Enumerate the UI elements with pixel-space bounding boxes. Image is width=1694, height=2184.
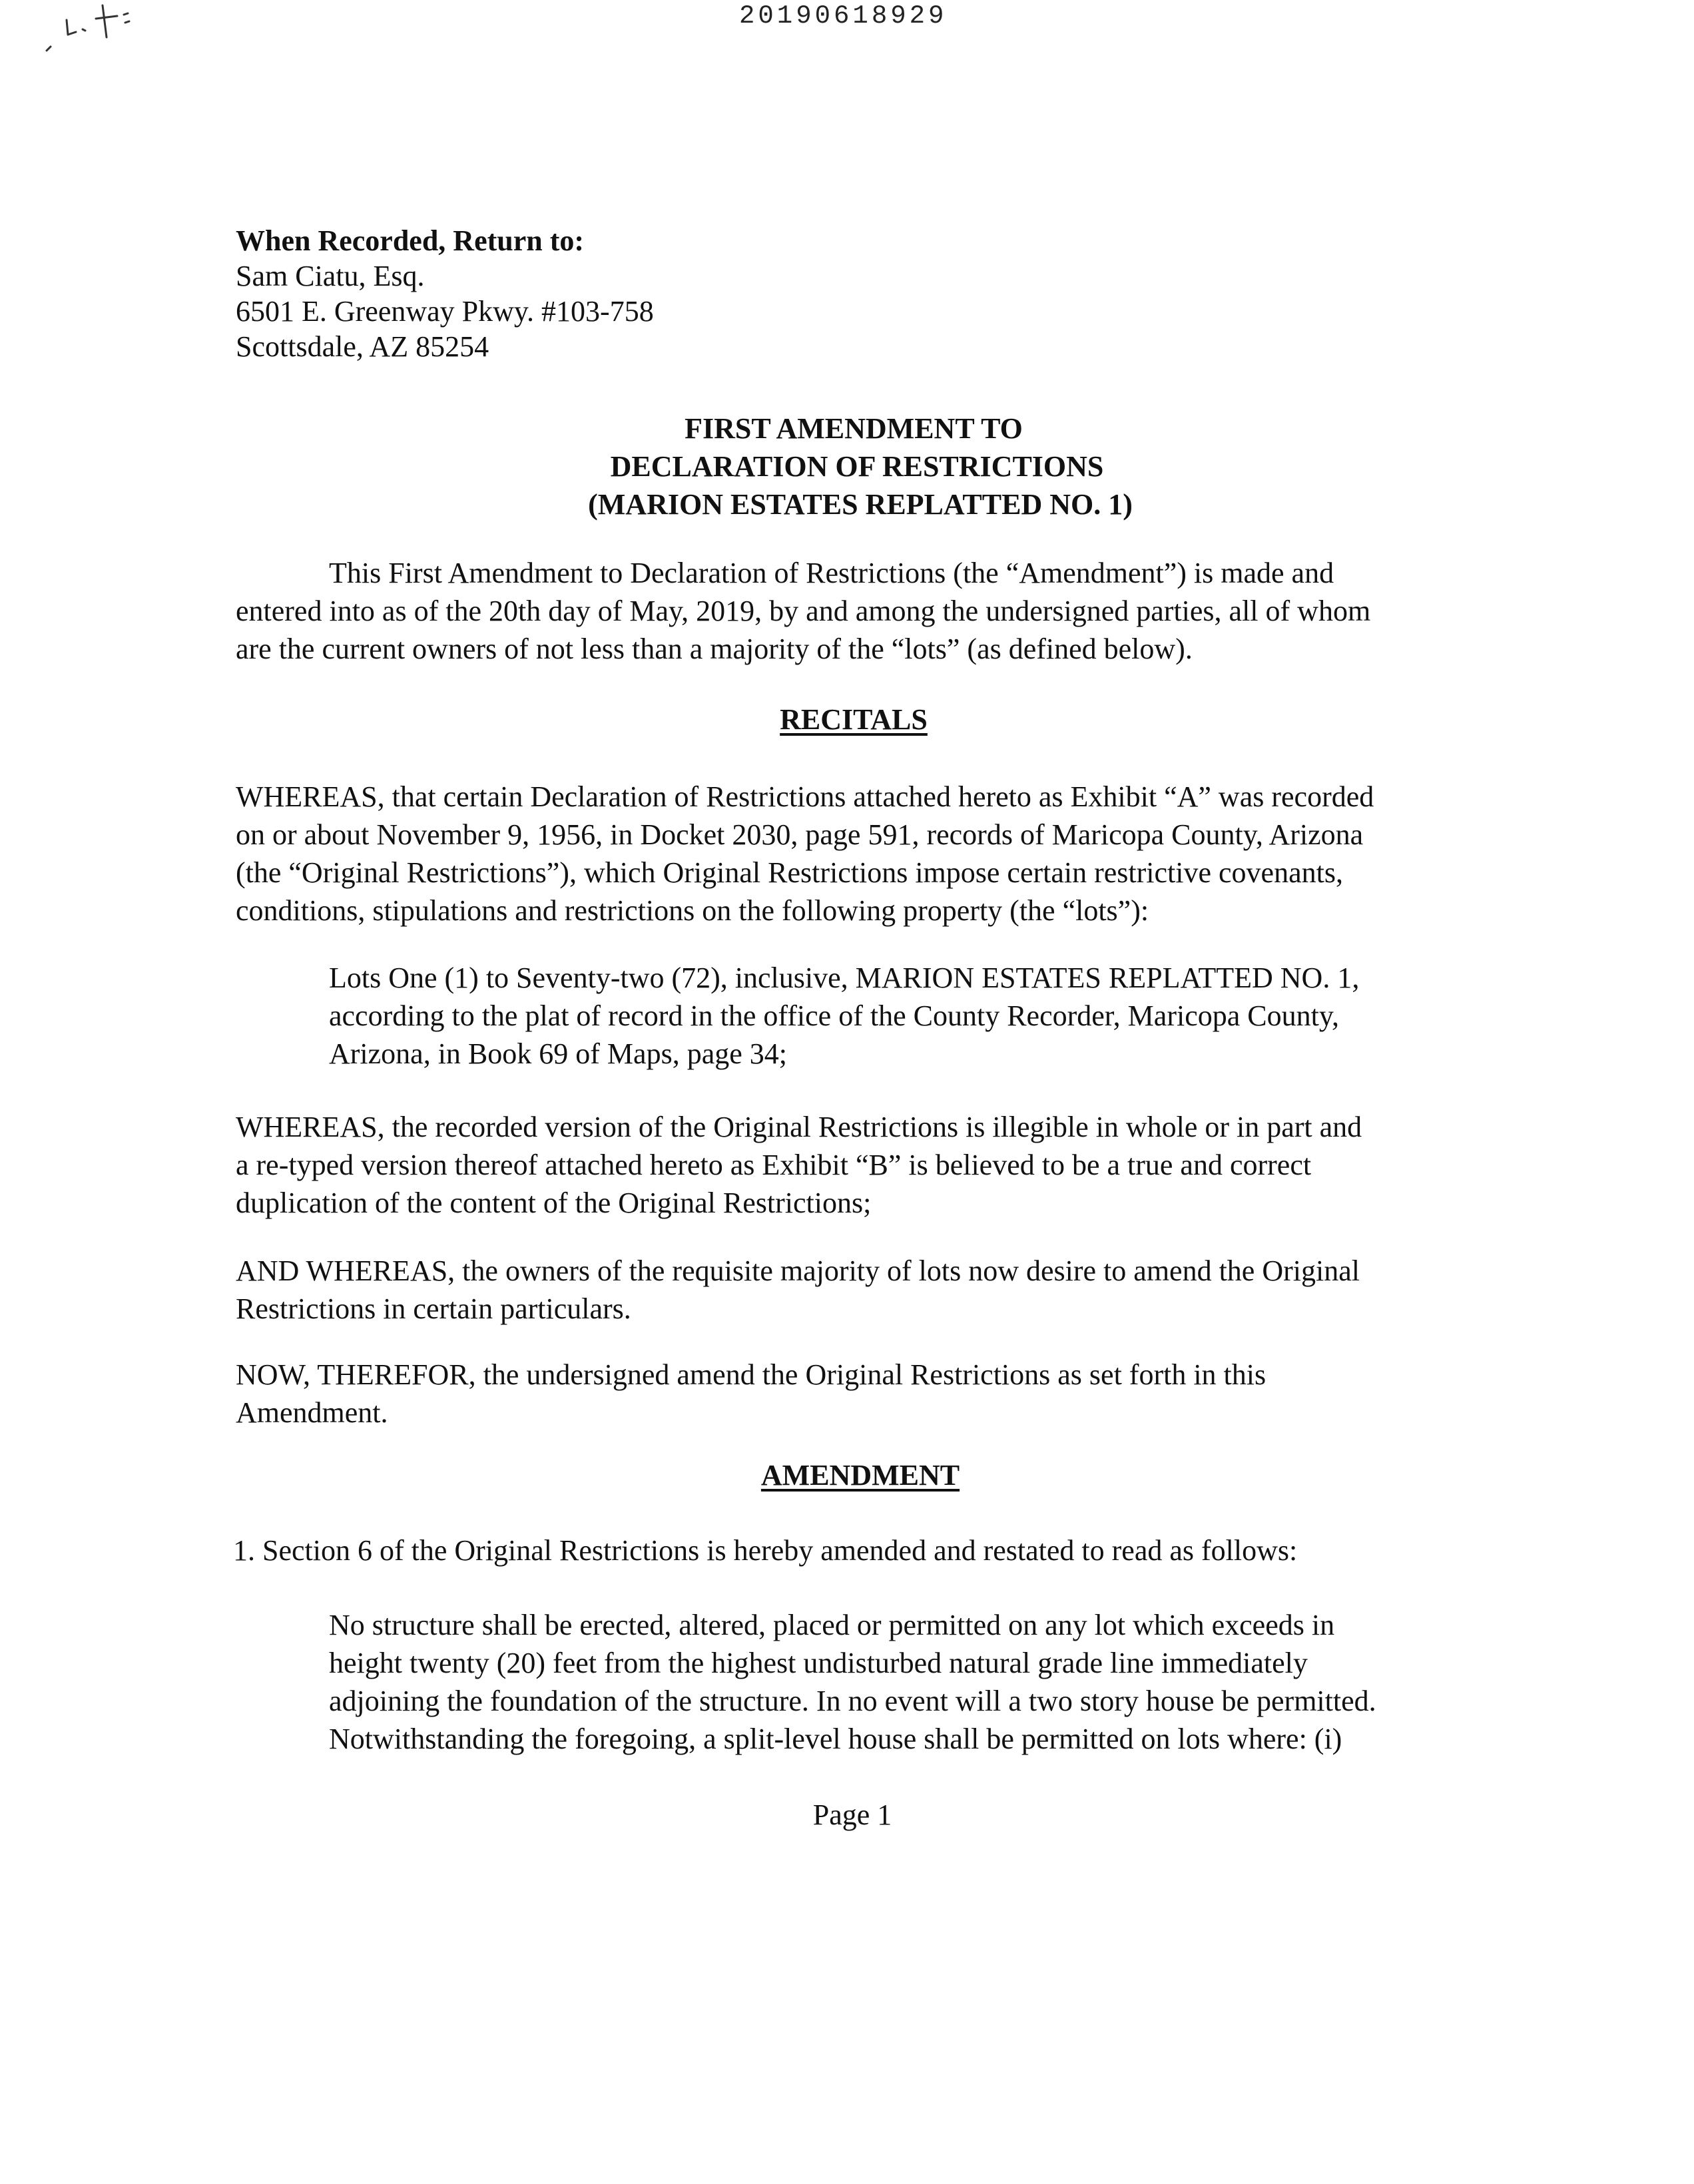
amendment-item-1	[233, 1531, 1297, 1569]
now-therefor-line-1: NOW, THEREFOR, the undersigned amend the Original Restrictions as set forth in this	[236, 1358, 1267, 1391]
whereas-1-line-1: WHEREAS, that certain Declaration of Restrictions attached hereto as Exhibit “A” was recorded	[236, 780, 1374, 813]
intro-line-2: entered into as of the 20th day of May, 2019, by and among the undersigned parties, all of whom	[236, 595, 1371, 627]
title-line-1: FIRST AMENDMENT TO	[685, 412, 1023, 445]
recitals-heading: RECITALS	[780, 703, 928, 736]
return-to-name: Sam Ciatu, Esq.	[236, 260, 425, 292]
legal-line-2: according to the plat of record in the office of the County Recorder, Maricopa County,	[329, 999, 1339, 1032]
legal-line-3: Arizona, in Book 69 of Maps, page 34;	[329, 1037, 787, 1070]
return-to-heading: When Recorded, Return to:	[236, 224, 585, 257]
title-line-3: (MARION ESTATES REPLATTED NO. 1)	[588, 488, 1133, 521]
whereas-3-line-2: Restrictions in certain particulars.	[236, 1292, 631, 1325]
intro-paragraph	[236, 554, 1370, 668]
whereas-paragraph-3	[236, 1252, 1360, 1328]
section-6-line-2: height twenty (20) feet from the highest undisturbed natural grade line immediately	[329, 1647, 1308, 1679]
whereas-1-line-3: (the “Original Restrictions”), which Original Restrictions impose certain restrictive covenants,	[236, 856, 1343, 889]
amendment-heading: AMENDMENT	[760, 1459, 960, 1492]
return-to-block	[236, 223, 654, 364]
document-number: 20190618929	[739, 1, 948, 31]
whereas-2-line-2: a re-typed version thereof attached hereto as Exhibit “B” is believed to be a true and correct	[236, 1149, 1312, 1181]
section-6-line-3: adjoining the foundation of the structure. In no event will a two story house be permitted.	[329, 1685, 1376, 1717]
amendment-item-1-text: 1. Section 6 of the Original Restrictions is hereby amended and restated to read as follows:	[233, 1534, 1298, 1567]
whereas-paragraph-1	[236, 778, 1374, 930]
page-number: Page 1	[812, 1798, 892, 1831]
section-6-text	[329, 1606, 1376, 1758]
title-line-2: DECLARATION OF RESTRICTIONS	[610, 450, 1104, 483]
return-to-city: Scottsdale, AZ 85254	[236, 330, 489, 363]
handwritten-mark	[40, 0, 160, 60]
now-therefor-line-2: Amendment.	[236, 1396, 388, 1429]
legal-line-1: Lots One (1) to Seventy-two (72), inclusive, MARION ESTATES REPLATTED NO. 1,	[329, 961, 1360, 994]
return-to-street: 6501 E. Greenway Pkwy. #103-758	[236, 295, 654, 328]
document-title	[0, 410, 1694, 523]
intro-line-3: are the current owners of not less than a majority of the “lots” (as defined below).	[236, 633, 1193, 665]
intro-line-1: This First Amendment to Declaration of Restrictions (the “Amendment”) is made and	[329, 557, 1334, 589]
whereas-1-line-4: conditions, stipulations and restrictions on the following property (the “lots”):	[236, 894, 1149, 927]
legal-description	[329, 959, 1359, 1073]
whereas-3-line-1: AND WHEREAS, the owners of the requisite majority of lots now desire to amend the Original	[236, 1254, 1360, 1287]
now-therefor-paragraph	[236, 1356, 1266, 1432]
whereas-1-line-2: on or about November 9, 1956, in Docket 2030, page 591, records of Maricopa County, Arizona	[236, 818, 1364, 851]
whereas-paragraph-2	[236, 1108, 1362, 1222]
section-6-line-4: Notwithstanding the foregoing, a split-level house shall be permitted on lots where: (i)	[329, 1723, 1342, 1755]
whereas-2-line-3: duplication of the content of the Original Restrictions;	[236, 1187, 872, 1219]
whereas-2-line-1: WHEREAS, the recorded version of the Original Restrictions is illegible in whole or in part and	[236, 1111, 1362, 1143]
section-6-line-1: No structure shall be erected, altered, placed or permitted on any lot which exceeds in	[329, 1609, 1335, 1641]
